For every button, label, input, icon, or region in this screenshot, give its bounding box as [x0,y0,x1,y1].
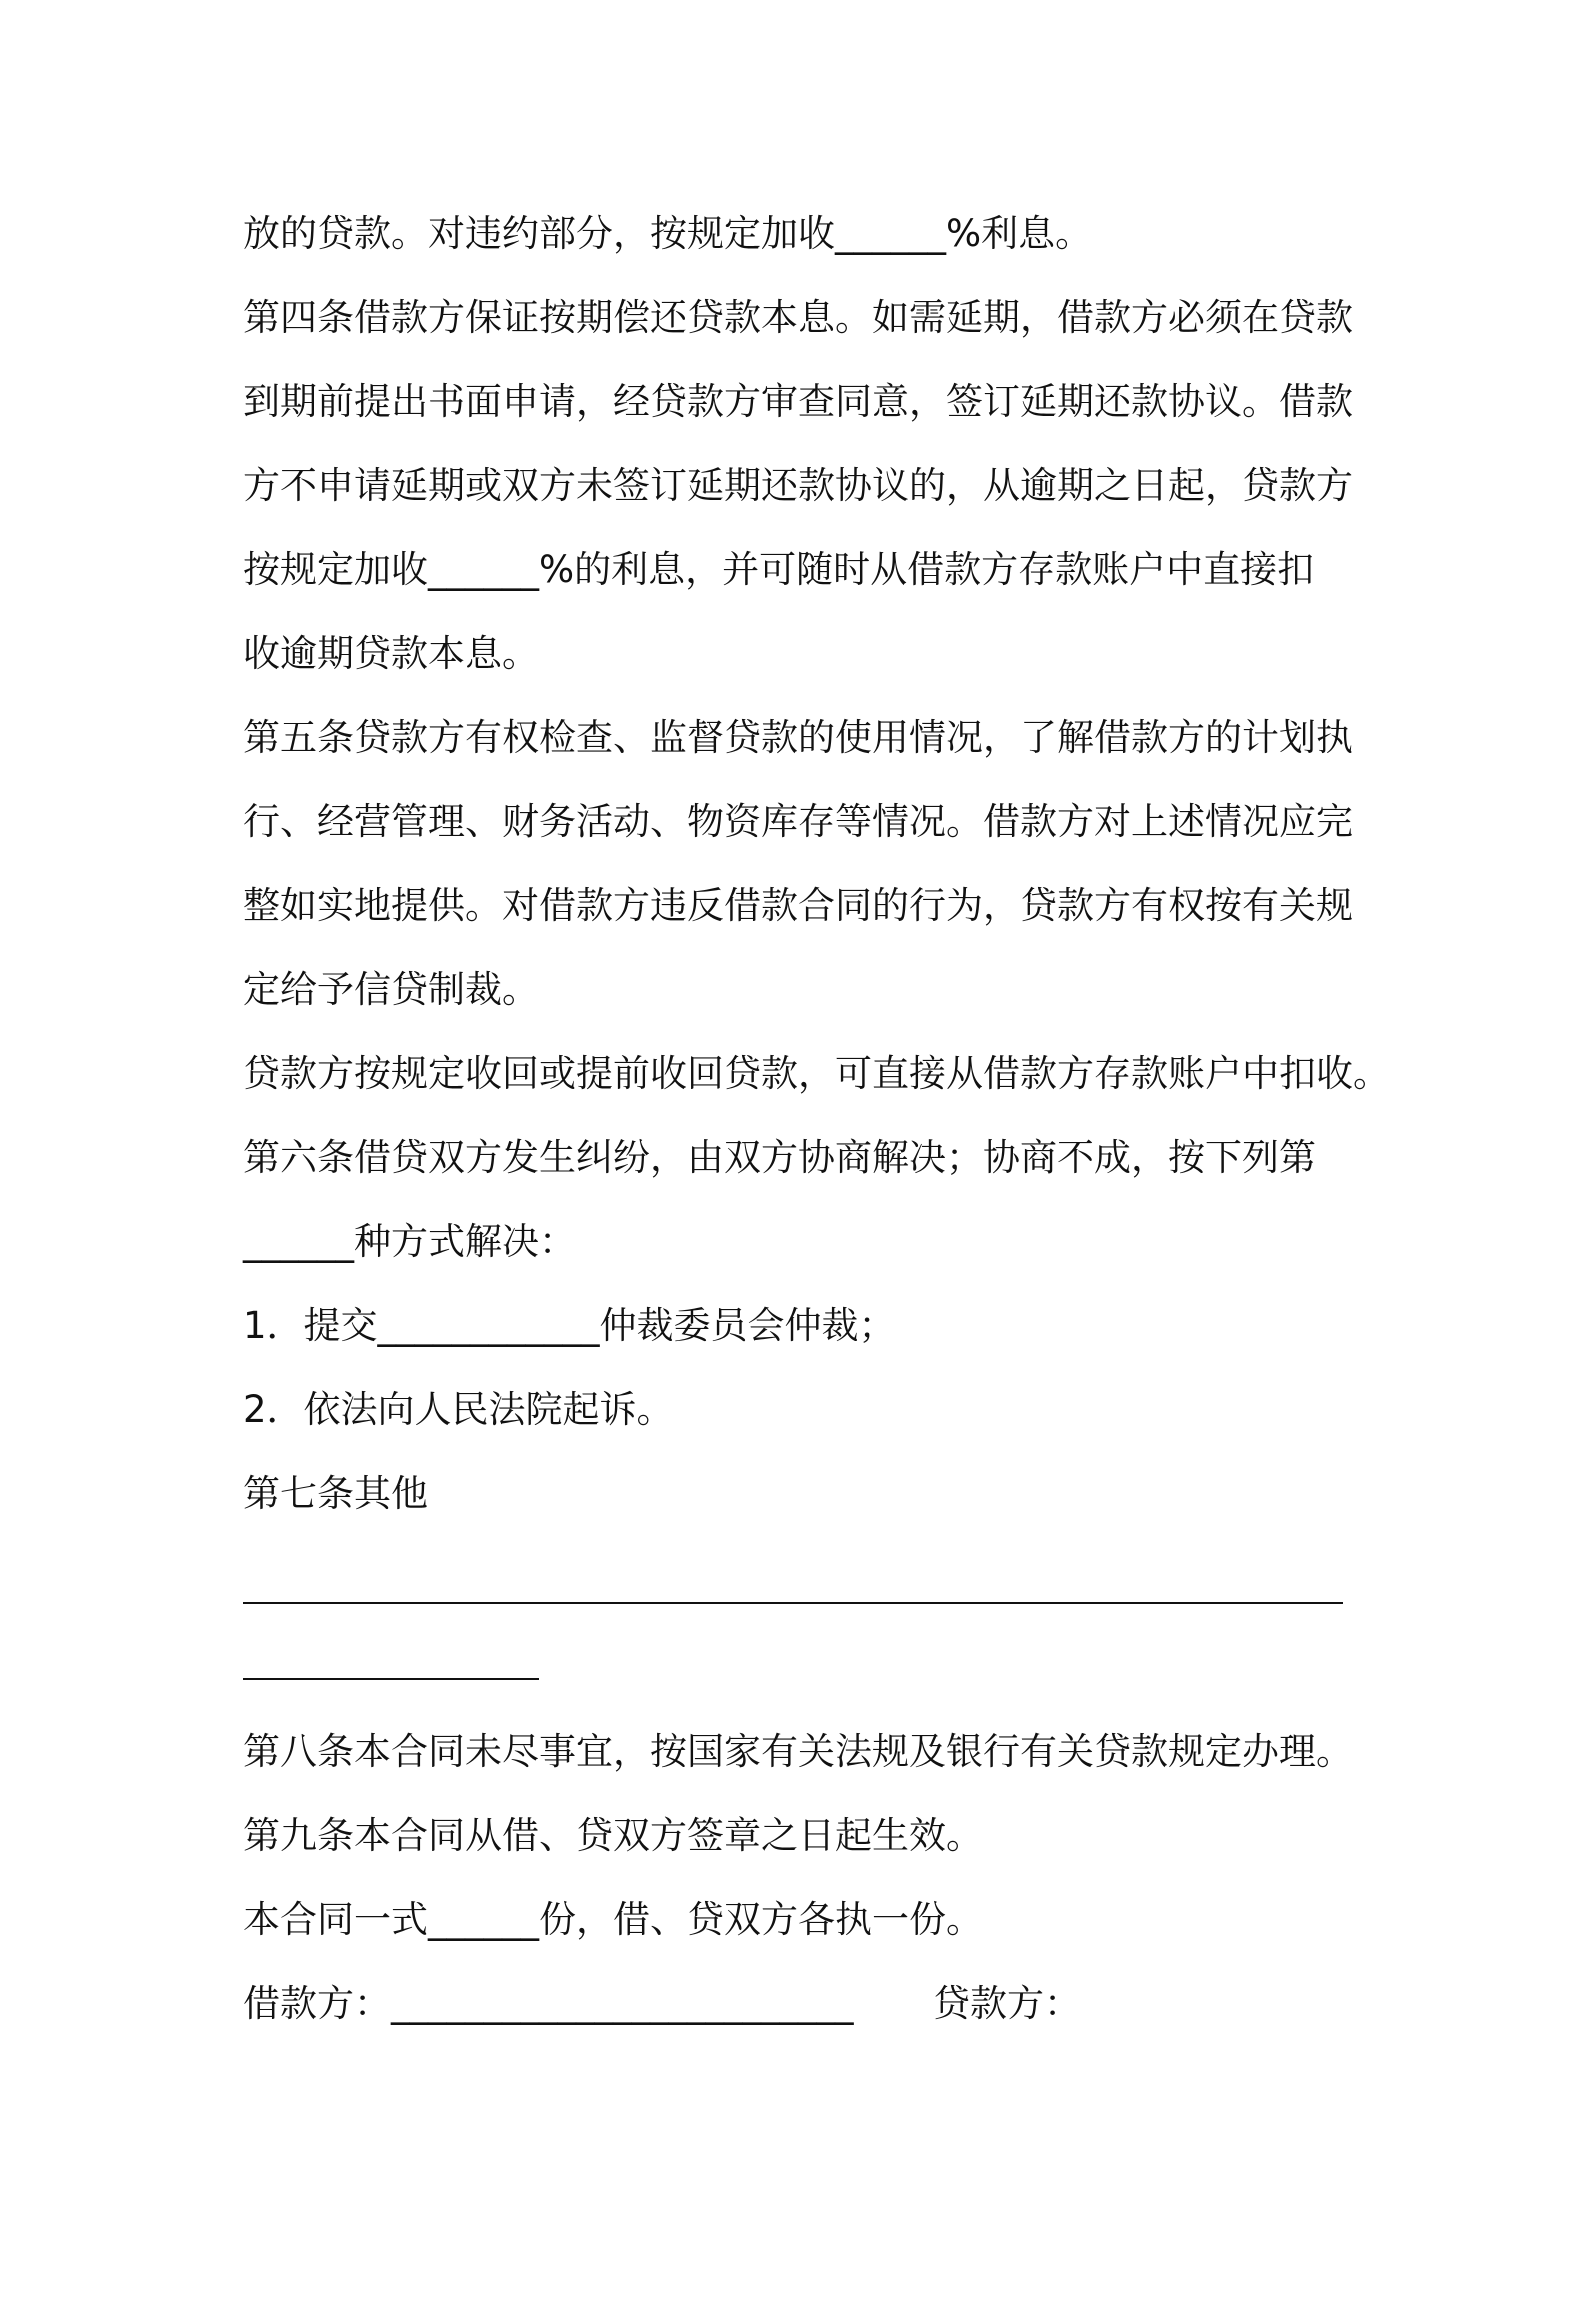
text-line: 第八条本合同未尽事宜，按国家有关法规及银行有关贷款规定办理。 [243,1730,1353,1773]
borrower-label: 借款方： [243,1982,391,2025]
text-line: 行、经营管理、财务活动、物资库存等情况。借款方对上述情况应完 [243,800,1353,843]
text-line: 第七条其他 [243,1472,428,1515]
signature-row [243,1962,1383,2046]
text-line: 第六条借贷双方发生纠纷，由双方协商解决；协商不成，按下列第 [243,1136,1316,1179]
blank-fill-line [243,1536,1383,1626]
blank-rule-short [243,1678,539,1680]
text-line: ______种方式解决： [243,1220,576,1263]
text-line: 2．依法向人民法院起诉。 [243,1388,674,1431]
borrower-blank: _________________________ [391,1982,854,2025]
text-line: 第五条贷款方有权检查、监督贷款的使用情况，了解借款方的计划执 [243,716,1353,759]
blank-fill-line [243,1626,1383,1710]
document-body [243,192,1390,2046]
text-line: 贷款方按规定收回或提前收回贷款，可直接从借款方存款账户中扣收。 [243,1052,1390,1095]
text-line: 方不申请延期或双方未签订延期还款协议的，从逾期之日起，贷款方 [243,464,1353,507]
text-line: 按规定加收______%的利息，并可随时从借款方存款账户中直接扣 [243,548,1315,591]
text-line: 第四条借款方保证按期偿还贷款本息。如需延期，借款方必须在贷款 [243,296,1353,339]
blank-rule-long [243,1602,1343,1604]
text-line: 1．提交____________仲裁委员会仲裁； [243,1304,896,1347]
text-line: 整如实地提供。对借款方违反借款合同的行为，贷款方有权按有关规 [243,884,1353,927]
text-line: 放的贷款。对违约部分，按规定加收______%利息。 [243,212,1093,255]
text-line: 第九条本合同从借、贷双方签章之日起生效。 [243,1814,983,1857]
borrower-signature [243,1962,854,2046]
text-line: 本合同一式______份，借、贷双方各执一份。 [243,1898,983,1941]
lender-label: 贷款方： [933,1982,1081,2025]
text-line: 收逾期贷款本息。 [243,632,539,675]
text-line: 到期前提出书面申请，经贷款方审查同意，签订延期还款协议。借款 [243,380,1353,423]
text-line: 定给予信贷制裁。 [243,968,539,1011]
